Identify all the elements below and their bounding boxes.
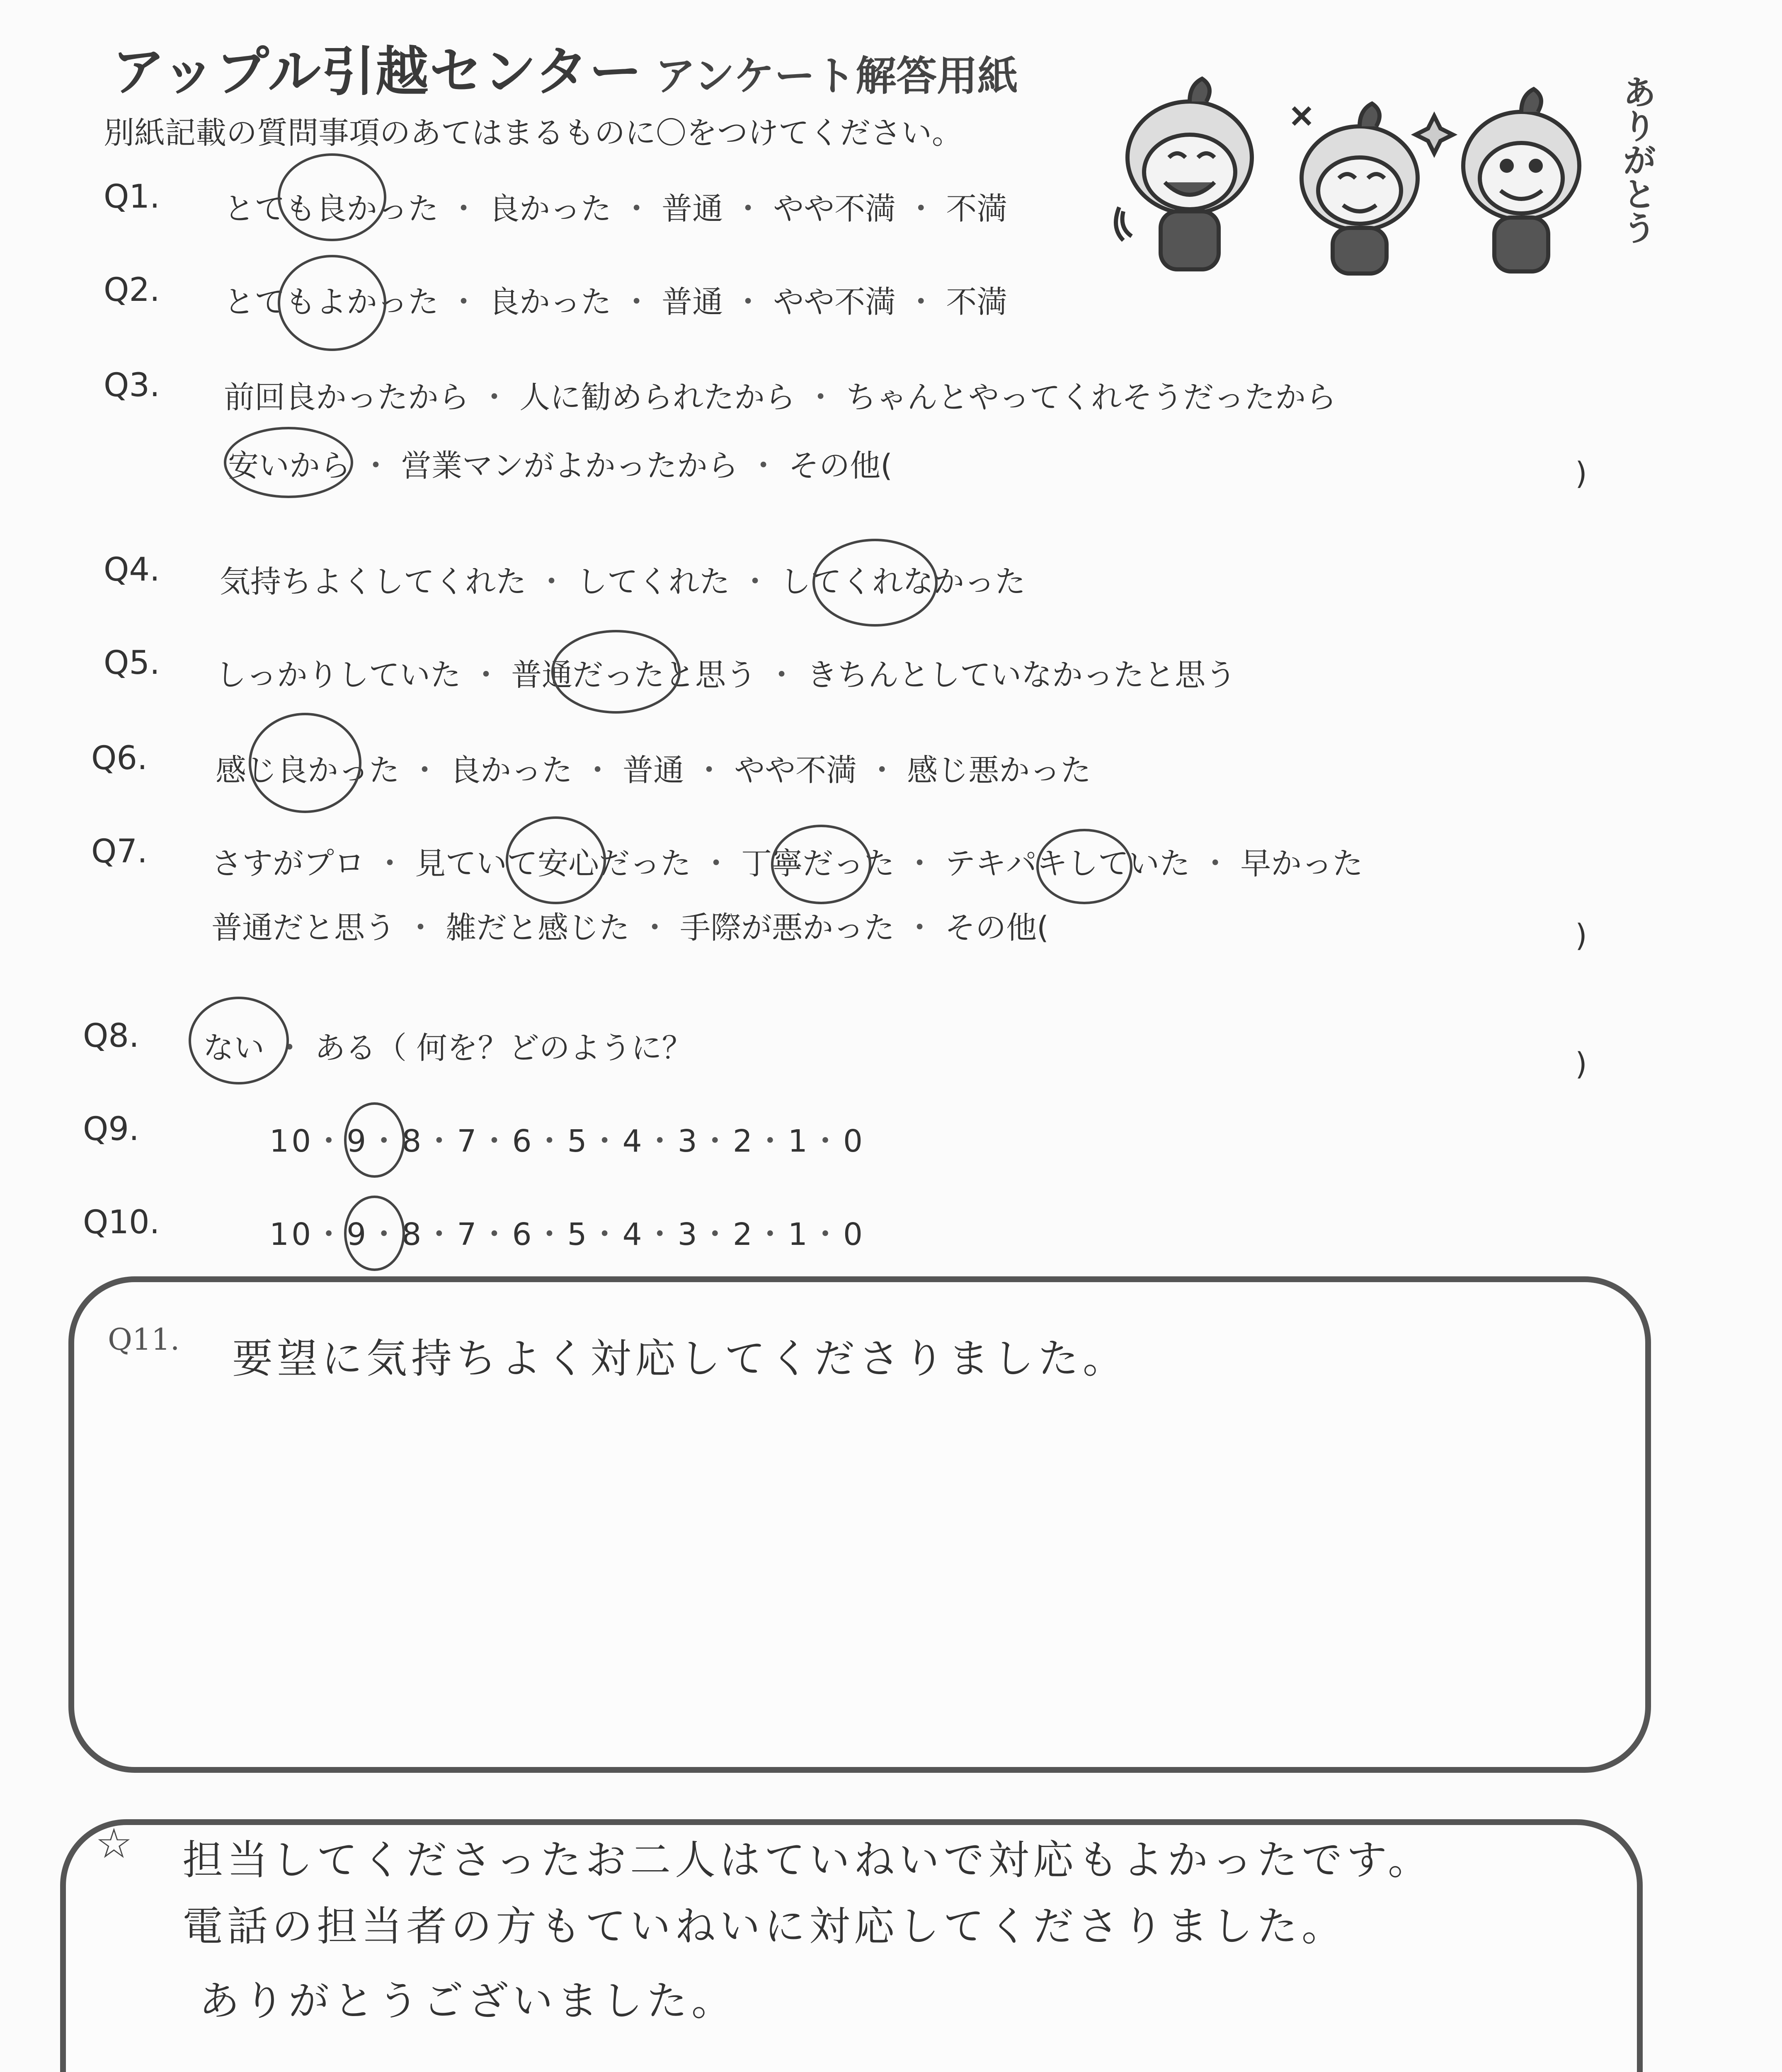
q9-option[interactable]: 3 (677, 1123, 700, 1159)
q11-label: Q11. (108, 1322, 180, 1357)
q10-option[interactable]: 5 (567, 1217, 589, 1252)
q8-close-paren: ) (1575, 1046, 1587, 1082)
q8-option[interactable]: ある（ 何を？どのように？ (315, 1030, 693, 1066)
q3-option[interactable]: 安いから (228, 448, 351, 484)
q6-option[interactable]: やや不満 (734, 753, 857, 788)
company-title: アップル引越センター (112, 41, 643, 103)
instruction-text: 別紙記載の質問事項のあてはまるものに〇をつけてください。 (104, 115, 963, 151)
q7-option[interactable]: 早かった (1240, 846, 1363, 881)
q6-options: 感じ良かった ・ 良かった ・ 普通 ・ やや不満 ・ 感じ悪かった (216, 753, 1091, 788)
q4-options: 気持ちよくしてくれた ・ してくれた ・ してくれなかった (220, 564, 1026, 600)
q10-option[interactable]: 10 (269, 1217, 314, 1252)
q9-option[interactable]: 7 (457, 1123, 479, 1159)
q5-option[interactable]: しっかりしていた (216, 657, 461, 693)
q3-options-line2: 安いから ・ 営業マンがよかったから ・ その他( (228, 448, 892, 484)
q1-option[interactable]: とても良かった (224, 191, 439, 227)
q10-option[interactable]: 3 (677, 1217, 700, 1252)
q11-handwritten-answer: 要望に気持ちよく対応してくださりました。 (232, 1335, 1128, 1382)
q1-options: とても良かった ・ 良かった ・ 普通 ・ やや不満 ・ 不満 (224, 191, 1008, 227)
q7-options-line2: 普通だと思う ・ 雑だと感じた ・ 手際が悪かった ・ その他( (211, 910, 1049, 946)
comment-line-1: 担当してくださったお二人はていねいで対応もよかったです。 (182, 1837, 1433, 1884)
q7-option[interactable]: 丁寧だった (741, 846, 895, 881)
q10-option[interactable]: 6 (512, 1217, 534, 1252)
q3-option[interactable]: その他( (788, 448, 892, 484)
q9-label: Q9. (83, 1111, 139, 1148)
q5-options: しっかりしていた ・ 普通だったと思う ・ きちんとしていなかったと思う (216, 657, 1236, 693)
q9-option[interactable]: 1 (788, 1123, 810, 1159)
q3-options-line1: 前回良かったから ・ 人に勧められたから ・ ちゃんとやってくれそうだったから (224, 380, 1337, 415)
q2-label: Q2. (104, 271, 160, 309)
q10-option[interactable]: 8 (402, 1217, 424, 1252)
q6-option[interactable]: 良かった (450, 753, 573, 788)
q1-option[interactable]: 普通 (662, 191, 723, 227)
q5-label: Q5. (104, 644, 160, 682)
q3-option[interactable]: ちゃんとやってくれそうだったから (846, 380, 1337, 415)
q7-option[interactable]: 見ていて安心だった (415, 846, 691, 881)
q10-option[interactable]: 7 (457, 1217, 479, 1252)
q4-option[interactable]: してくれた (577, 564, 730, 600)
q7-option[interactable]: 雑だと感じた (446, 910, 630, 946)
q1-option[interactable]: 良かった (489, 191, 612, 227)
q6-option[interactable]: 感じ悪かった (907, 753, 1091, 788)
q3-close-paren: ) (1575, 456, 1587, 491)
q1-option[interactable]: やや不満 (773, 191, 896, 227)
monkey-mascot-2 (1293, 104, 1418, 274)
q1-label: Q1. (104, 178, 160, 215)
q3-option[interactable]: 前回良かったから (224, 380, 469, 415)
q2-option[interactable]: 普通 (662, 284, 723, 320)
q4-label: Q4. (104, 551, 160, 588)
comment-line-2: 電話の担当者の方もていねいに対応してくださりました。 (182, 1903, 1347, 1950)
q7-close-paren: ) (1575, 918, 1587, 954)
q4-option[interactable]: してくれなかった (780, 564, 1026, 600)
q9-option[interactable]: 10 (269, 1123, 314, 1159)
q1-option[interactable]: 不満 (946, 191, 1008, 227)
q9-option[interactable]: 9 (347, 1123, 369, 1159)
star-icon: ☆ (95, 1819, 133, 1868)
q9-option[interactable]: 6 (512, 1123, 534, 1159)
q9-option[interactable]: 4 (622, 1123, 645, 1159)
q9-option[interactable]: 5 (567, 1123, 589, 1159)
q5-option[interactable]: 普通だったと思う (511, 657, 757, 693)
q9-scale: 10・9・8・7・6・5・4・3・2・1・0 (269, 1123, 866, 1159)
monkey-mascots-illustration (1094, 62, 1666, 278)
q6-option[interactable]: 感じ良かった (216, 753, 400, 788)
q6-option[interactable]: 普通 (623, 753, 684, 788)
q3-option[interactable]: 営業マンがよかったから (401, 448, 739, 484)
q7-label: Q7. (91, 833, 148, 870)
q10-option[interactable]: 4 (622, 1217, 645, 1252)
monkey-mascot-3 (1416, 89, 1579, 271)
monkey-mascot-1 (1116, 79, 1252, 269)
q7-option[interactable]: さすがプロ (211, 846, 365, 881)
q8-option[interactable]: ない (203, 1030, 264, 1066)
q10-option[interactable]: 0 (843, 1217, 866, 1252)
q4-option[interactable]: 気持ちよくしてくれた (220, 564, 526, 600)
q2-options: とてもよかった ・ 良かった ・ 普通 ・ やや不満 ・ 不満 (224, 284, 1008, 320)
q7-option[interactable]: テキパキしていた (945, 846, 1190, 881)
q2-option[interactable]: とてもよかった (224, 284, 439, 320)
q2-option[interactable]: 良かった (489, 284, 612, 320)
q7-options-line1: さすがプロ ・ 見ていて安心だった ・ 丁寧だった ・ テキパキしていた ・ 早かった (211, 846, 1363, 881)
q6-label: Q6. (91, 740, 148, 777)
q7-option[interactable]: 普通だと思う (211, 910, 395, 946)
q10-option[interactable]: 2 (732, 1217, 755, 1252)
q3-label: Q3. (104, 367, 160, 404)
q2-option[interactable]: 不満 (946, 284, 1008, 320)
q7-option[interactable]: 手際が悪かった (680, 910, 895, 946)
q10-option[interactable]: 9 (347, 1217, 369, 1252)
comment-line-3: ありがとうございました。 (199, 1978, 737, 2025)
q9-option[interactable]: 8 (402, 1123, 424, 1159)
q5-option[interactable]: きちんとしていなかったと思う (807, 657, 1236, 693)
form-subtitle: アンケート解答用紙 (655, 53, 1018, 100)
q10-label: Q10. (83, 1204, 160, 1241)
q8-label: Q8. (83, 1017, 139, 1055)
q10-scale: 10・9・8・7・6・5・4・3・2・1・0 (269, 1217, 866, 1252)
q3-option[interactable]: 人に勧められたから (519, 380, 796, 415)
q9-option[interactable]: 0 (843, 1123, 866, 1159)
q7-option[interactable]: その他( (945, 910, 1049, 946)
q10-option[interactable]: 1 (788, 1217, 810, 1252)
thanks-vertical-text: ありがとう (1617, 75, 1656, 244)
q2-option[interactable]: やや不満 (773, 284, 896, 320)
q9-option[interactable]: 2 (732, 1123, 755, 1159)
q8-options: ない ・ ある（ 何を？どのように？ (203, 1030, 693, 1066)
